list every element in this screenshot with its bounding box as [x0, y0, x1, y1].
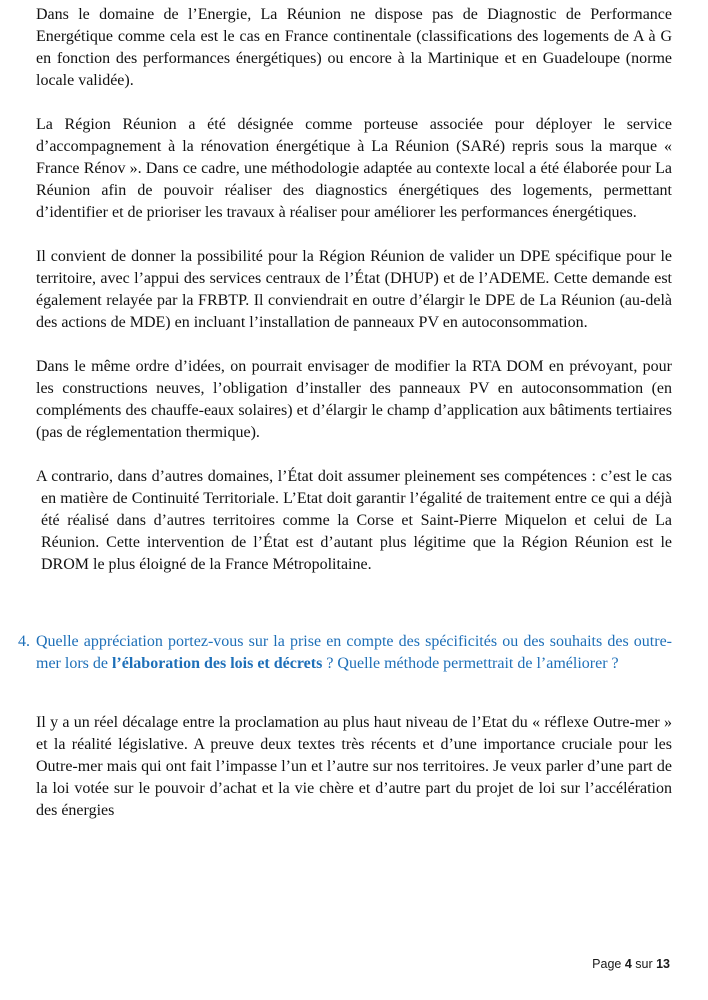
paragraph-rta-dom: Dans le même ordre d’idées, on pourrait envisager de modifier la RTA DOM en prévoyant, pour les constructions neuves, l’obligation d’installer des panneaux PV en autoconsommation (en compléments des chauffe-eaux solaires) et d’élargir le champ d’application aux bâtiments tertiaires (pas de réglementation thermique). [36, 358, 672, 441]
question-text-after: ? Quelle méthode permettrait de l’améliorer ? [322, 655, 619, 672]
paragraph-energy-dpe: Dans le domaine de l’Energie, La Réunion ne dispose pas de Diagnostic de Performance Energétique comme cela est le cas en France continentale (classifications des logements de A à G en fonction des performances énergétiques) ou encore à la Martinique et en Guadeloupe (norme locale validée). [36, 6, 672, 89]
footer-page-label: Page [592, 957, 625, 971]
question-number: 4. [18, 633, 30, 650]
question-4 [18, 631, 672, 675]
footer-total-pages: 13 [656, 957, 670, 971]
page-footer [592, 956, 670, 972]
footer-page-number: 4 [624, 957, 632, 971]
question-text [36, 631, 672, 675]
paragraph-continuite-territoriale: A contrario, dans d’autres domaines, l’État doit assumer pleinement ses compétences : c’est le cas en matière de Continuité Territoriale. L’Etat doit garantir l’égalité de traitement entre ce qui a déjà été réalisé dans d’autres territoires comme la Corse et Saint-Pierre Miquelon et celui de La Réunion. Cette intervention de l’État est d’autant plus légitime que la Région Réunion est le DROM le plus éloigné de la France Métropolitaine. [36, 468, 672, 573]
footer-sur-label: sur [631, 957, 657, 971]
closing-paragraph: Il y a un réel décalage entre la proclamation au plus haut niveau de l’Etat du « réflexe Outre-mer » et la réalité législative. A preuve deux textes très récents et d’une importance cruciale pour les Outre-mer mais qui ont fait l’impasse l’un et l’autre sur nos territoires. Je veux parler d’une part de la loi votée sur le pouvoir d’achat et la vie chère et d’autre part du projet de loi sur l’accélération des énergies [36, 714, 672, 819]
question-text-before: Quelle appréciation portez-vous sur la prise en compte des spécificités ou des souhaits des outre-mer lors de [36, 633, 672, 672]
paragraph-dpe-validation: Il convient de donner la possibilité pour la Région Réunion de valider un DPE spécifique pour le territoire, avec l’appui des services centraux de l’État (DHUP) et de l’ADEME. Cette demande est également relayée par la FRBTP. Il conviendrait en outre d’élargir le DPE de La Réunion (au-delà des actions de MDE) en incluant l’installation de panneaux PV en autoconsommation. [36, 248, 672, 331]
question-text-bold: l’élaboration des lois et décrets [111, 655, 323, 672]
paragraph-region-sare: La Région Réunion a été désignée comme porteuse associée pour déployer le service d’accompagnement à la rénovation énergétique à La Réunion (SARé) repris sous la marque « France Rénov ». Dans ce cadre, une méthodologie adaptée au contexte local a été élaborée pour La Réunion afin de pouvoir réaliser des diagnostics énergétiques des logements, permettant d’identifier et de prioriser les travaux à réaliser pour améliorer les performances énergétiques. [36, 116, 672, 221]
